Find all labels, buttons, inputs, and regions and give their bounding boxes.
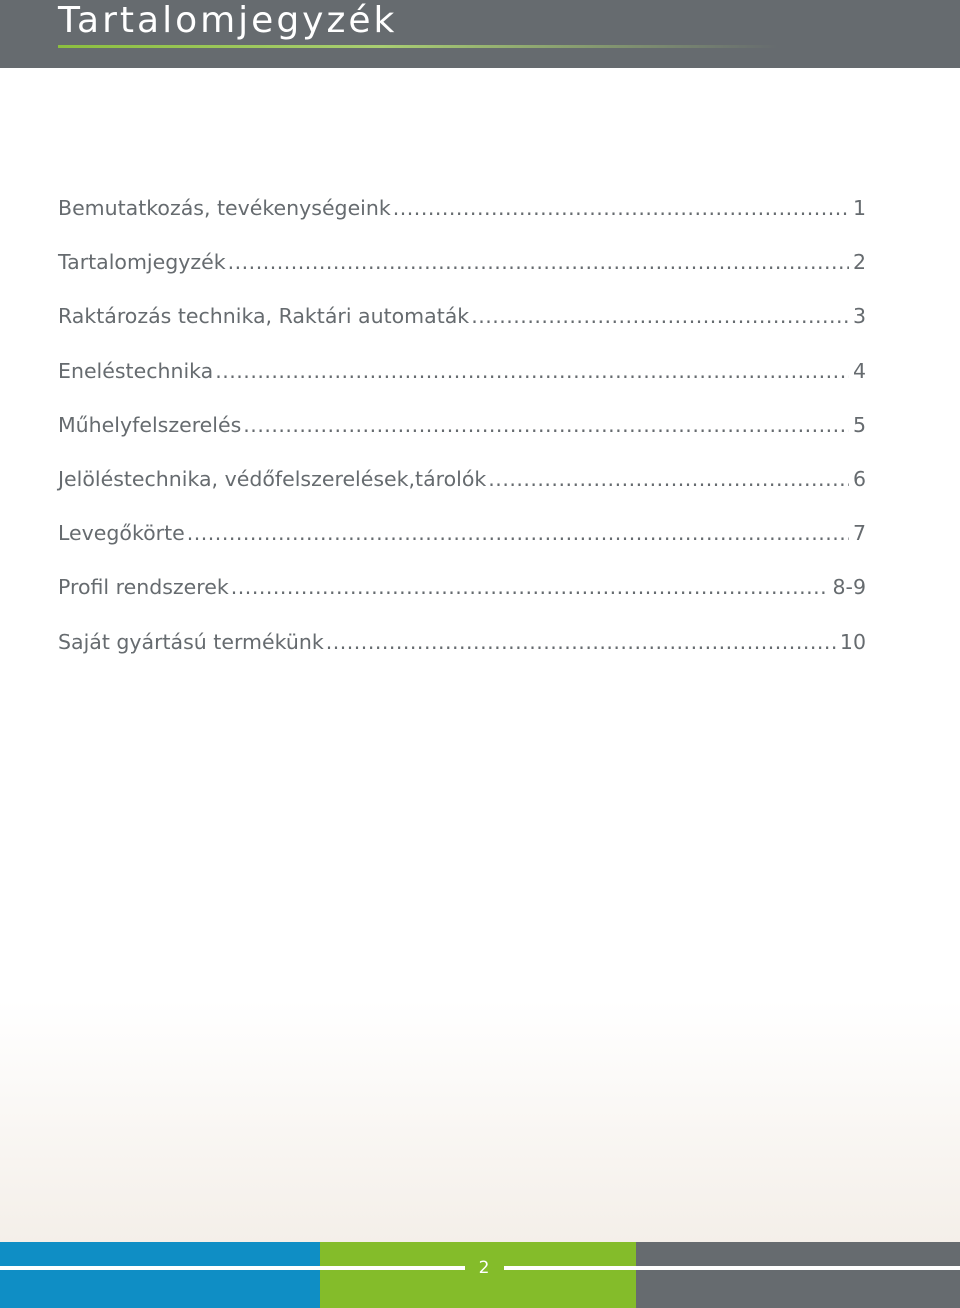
toc-entry-title: Eneléstechnika bbox=[58, 358, 214, 383]
toc-leader-dots bbox=[187, 521, 849, 545]
toc-entry-page: 2 bbox=[852, 250, 866, 275]
toc-leader-dots bbox=[471, 304, 849, 328]
toc-entry[interactable] bbox=[58, 467, 866, 521]
toc-leader-dots bbox=[488, 467, 849, 491]
footer-gray-band bbox=[636, 1242, 960, 1308]
toc-entry[interactable] bbox=[58, 575, 866, 629]
toc-leader-dots bbox=[231, 575, 829, 599]
toc-entry[interactable] bbox=[58, 359, 866, 413]
title-underline bbox=[58, 45, 778, 48]
toc-leader-dots bbox=[393, 196, 849, 220]
toc-entry-title: Profil rendszerek bbox=[58, 575, 229, 600]
toc-entry-page: 8-9 bbox=[832, 575, 866, 600]
toc-entry-page: 1 bbox=[852, 196, 866, 220]
footer-rule-right bbox=[504, 1266, 960, 1270]
toc-entry-title: Jelöléstechnika, védőfelszerelések,tárolók bbox=[58, 466, 487, 491]
toc-entry-page: 6 bbox=[852, 466, 866, 491]
toc-entry[interactable] bbox=[58, 413, 866, 467]
toc-entry-page: 5 bbox=[852, 412, 866, 437]
toc-entry-title: Raktározás technika, Raktári automaták bbox=[58, 304, 470, 329]
toc-entry[interactable] bbox=[58, 196, 866, 250]
toc-entry[interactable] bbox=[58, 250, 866, 304]
toc-entry-title: Tartalomjegyzék bbox=[58, 250, 226, 275]
toc-entry-page: 7 bbox=[852, 521, 866, 546]
toc-leader-dots bbox=[243, 413, 849, 437]
page-title: Tartalomjegyzék bbox=[58, 0, 398, 41]
toc-leader-dots bbox=[215, 359, 849, 383]
footer-blue-band bbox=[0, 1242, 320, 1308]
page-header bbox=[0, 0, 960, 68]
toc-entry[interactable] bbox=[58, 521, 866, 575]
toc-leader-dots bbox=[326, 630, 836, 654]
toc-entry-page: 4 bbox=[852, 358, 866, 383]
toc-entry-page: 10 bbox=[839, 629, 866, 654]
toc-entry[interactable] bbox=[58, 630, 866, 684]
toc-entry-title: Saját gyártású termékünk bbox=[58, 629, 324, 654]
toc-entry-page: 3 bbox=[852, 304, 866, 329]
table-of-contents bbox=[58, 196, 866, 684]
toc-entry-title: Műhelyfelszerelés bbox=[58, 412, 242, 437]
toc-entry-title: Levegőkörte bbox=[58, 521, 185, 546]
toc-entry[interactable] bbox=[58, 304, 866, 358]
toc-entry-title: Bemutatkozás, tevékenységeink bbox=[58, 196, 391, 220]
toc-leader-dots bbox=[228, 250, 849, 274]
page-number: 2 bbox=[478, 1258, 490, 1278]
page-footer bbox=[0, 1242, 960, 1308]
footer-rule-left bbox=[0, 1266, 465, 1270]
background-gradient bbox=[0, 1000, 960, 1242]
